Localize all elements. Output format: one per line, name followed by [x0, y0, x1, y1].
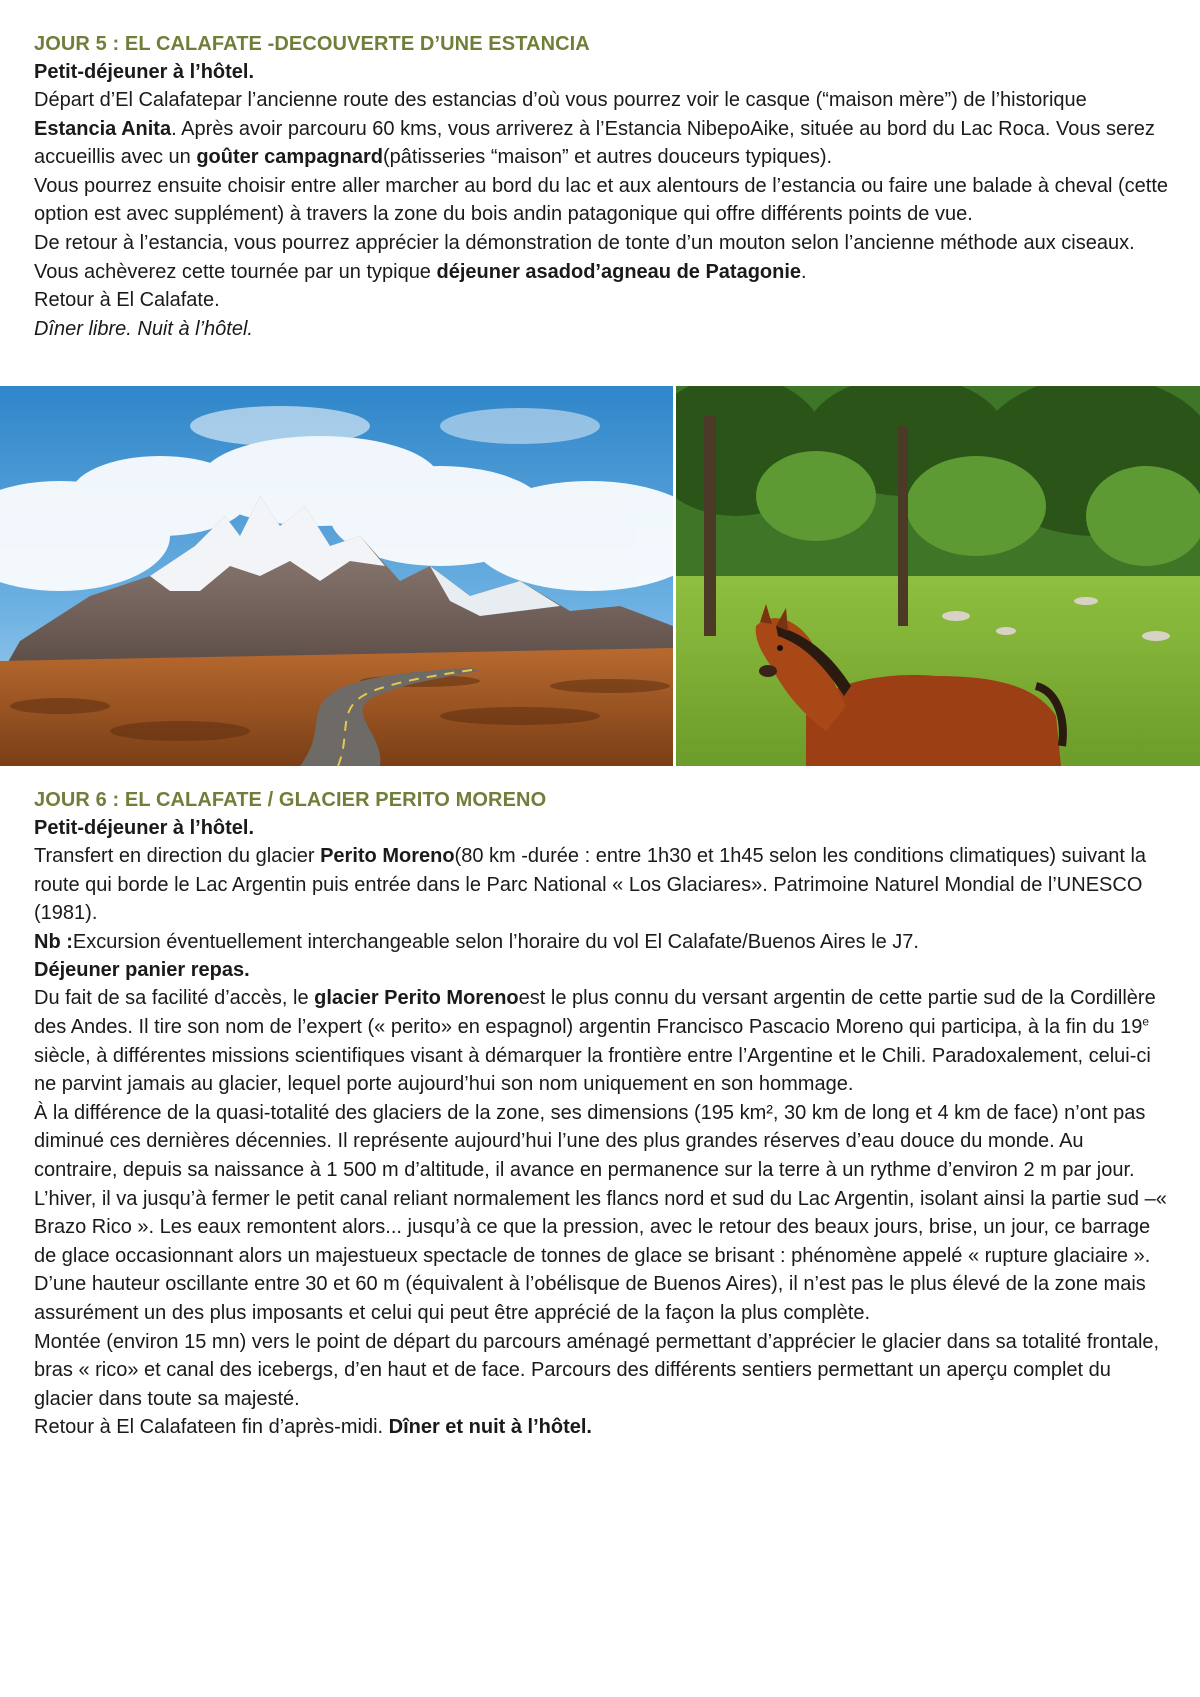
- text-run: siècle, à différentes missions scientifiques visant à démarquer la frontière entre l’Argentine et le Chili. Paradoxalement, celui-ci ne parvint jamais au glacier, lequel porte aujourd’hui son nom uniquement en son hommage.: [34, 1044, 1151, 1096]
- glacier-perito-moreno-bold: glacier Perito Moreno: [314, 987, 519, 1010]
- mountain-landscape-illustration: [0, 386, 673, 766]
- day5-paragraph-3: [34, 229, 1170, 286]
- day6-paragraph-4: D’une hauteur oscillante entre 30 et 60 m (équivalent à l’obélisque de Buenos Aires), il n’est pas le plus élevé de la zone mais assurément un des plus imposants et celui qui peut être apprécié de la façon la plus complète.: [34, 1273, 1146, 1324]
- text-run: .: [801, 260, 807, 283]
- gouter-campagnard-bold: goûter campagnard: [196, 146, 384, 169]
- superscript: e: [1142, 1014, 1150, 1029]
- text-run: Départ d’El Calafatepar l’ancienne route des estancias d’où vous pourrez voir le casque (“maison mère”) de l’historique: [34, 89, 1087, 111]
- day6-paragraph-2: [34, 984, 1170, 1098]
- horse-photo: [676, 386, 1200, 766]
- day5-dinner: Dîner libre. Nuit à l’hôtel.: [34, 317, 253, 340]
- text-run: Retour à El Calafateen fin d’après-midi.: [34, 1416, 389, 1439]
- dejeuner-asado-bold: déjeuner asadod’agneau de Patagonie: [436, 260, 802, 283]
- day5-paragraph-2: Vous pourrez ensuite choisir entre aller marcher au bord du lac et aux alentours de l’estancia ou faire une balade à cheval (cette option est avec supplément) à travers la zone du bois andin patagonique qui offre différents points de vue.: [34, 174, 1169, 226]
- text-run: De retour à l’estancia, vous pourrez apprécier la démonstration de tonte d’un mouton selon l’ancienne méthode aux ciseaux. Vous achèverez cette tournée par un typique: [34, 231, 1135, 283]
- day6-end: [34, 1413, 1170, 1442]
- day6-nb: [34, 928, 1170, 957]
- diner-nuit-bold: Dîner et nuit à l’hôtel.: [388, 1416, 592, 1439]
- day6-paragraph-3: À la différence de la quasi-totalité des glaciers de la zone, ses dimensions (195 km², 30 km de long et 4 km de face) n’ont pas diminué ces dernières décennies. Il représente aujourd’hui l’une des plus grandes réserves d’eau douce du monde. Au contraire, depuis sa naissance à 1 500 m d’altitude, il avance en permanence sur la terre à un rythme d’environ 2 m par jour. L’hiver, il va jusqu’à fermer le petit canal reliant normalement les flancs nord et sud du Lac Argentin, isolant ainsi la partie sud –« Brazo Rico ». Les eaux remontent alors... jusqu’à ce que la pression, avec le retour des beaux jours, brise, un jour, ce barrage de glace occasionnant alors un majestueux spectacle de tonnes de glace se brisant : phénomène appelé « rupture glaciaire ».: [34, 1101, 1167, 1267]
- text-run: Transfert en direction du glacier: [34, 845, 321, 867]
- nb-text: Excursion éventuellement interchangeable selon l’horaire du vol El Calafate/Buenos Aires le J7.: [72, 930, 919, 953]
- horse-meadow-illustration: [676, 386, 1200, 766]
- day5-return: Retour à El Calafate.: [34, 289, 220, 312]
- day5-section: [34, 30, 1170, 343]
- mountain-road-photo: [0, 386, 673, 766]
- text-run: Du fait de sa facilité d’accès, le: [34, 987, 315, 1010]
- day5-paragraph-1: [34, 86, 1170, 172]
- nb-label: Nb :: [34, 930, 73, 953]
- day6-section: [34, 786, 1170, 1442]
- day6-lunch: Déjeuner panier repas.: [34, 959, 250, 982]
- estancia-anita-bold: Estancia Anita: [34, 117, 172, 140]
- day6-paragraph-1: [34, 842, 1170, 928]
- text-run: (80 km -durée : entre 1h30 et 1h45 selon les conditions climatiques) suivant la route qui borde le Lac Argentin puis entrée dans le Parc National « Los Glaciares». Patrimoine Naturel Mondial de l’UNESCO (1981).: [34, 845, 1147, 925]
- day5-breakfast: Petit-déjeuner à l’hôtel.: [34, 61, 255, 83]
- day6-paragraph-5: Montée (environ 15 mn) vers le point de départ du parcours aménagé permettant d’apprécier le glacier dans sa totalité frontale, bras « rico» et canal des icebergs, d’en haut et de face. Parcours des différents sentiers permettant un aperçu complet du glacier dans toute sa majesté.: [34, 1330, 1160, 1410]
- day6-breakfast: Petit-déjeuner à l’hôtel.: [34, 817, 255, 839]
- perito-moreno-bold: Perito Moreno: [320, 845, 455, 867]
- day6-title: JOUR 6 : EL CALAFATE / GLACIER PERITO MORENO: [34, 789, 547, 811]
- text-run: . Après avoir parcouru 60 kms, vous arriverez à l’Estancia NibepoAike, située au bord du Lac Roca. Vous serez accueillis avec un: [34, 117, 1155, 169]
- day5-title: JOUR 5 : EL CALAFATE -DECOUVERTE D’UNE ESTANCIA: [34, 33, 590, 55]
- text-run: est le plus connu du versant argentin de cette partie sud de la Cordillère des Andes. Il tire son nom de l’expert (« perito» en espagnol) argentin Francisco Pascacio Moreno qui participa, à la fin du 19: [34, 987, 1156, 1038]
- photo-row: [0, 386, 1200, 766]
- text-run: (pâtisseries “maison” et autres douceurs typiques).: [383, 146, 833, 169]
